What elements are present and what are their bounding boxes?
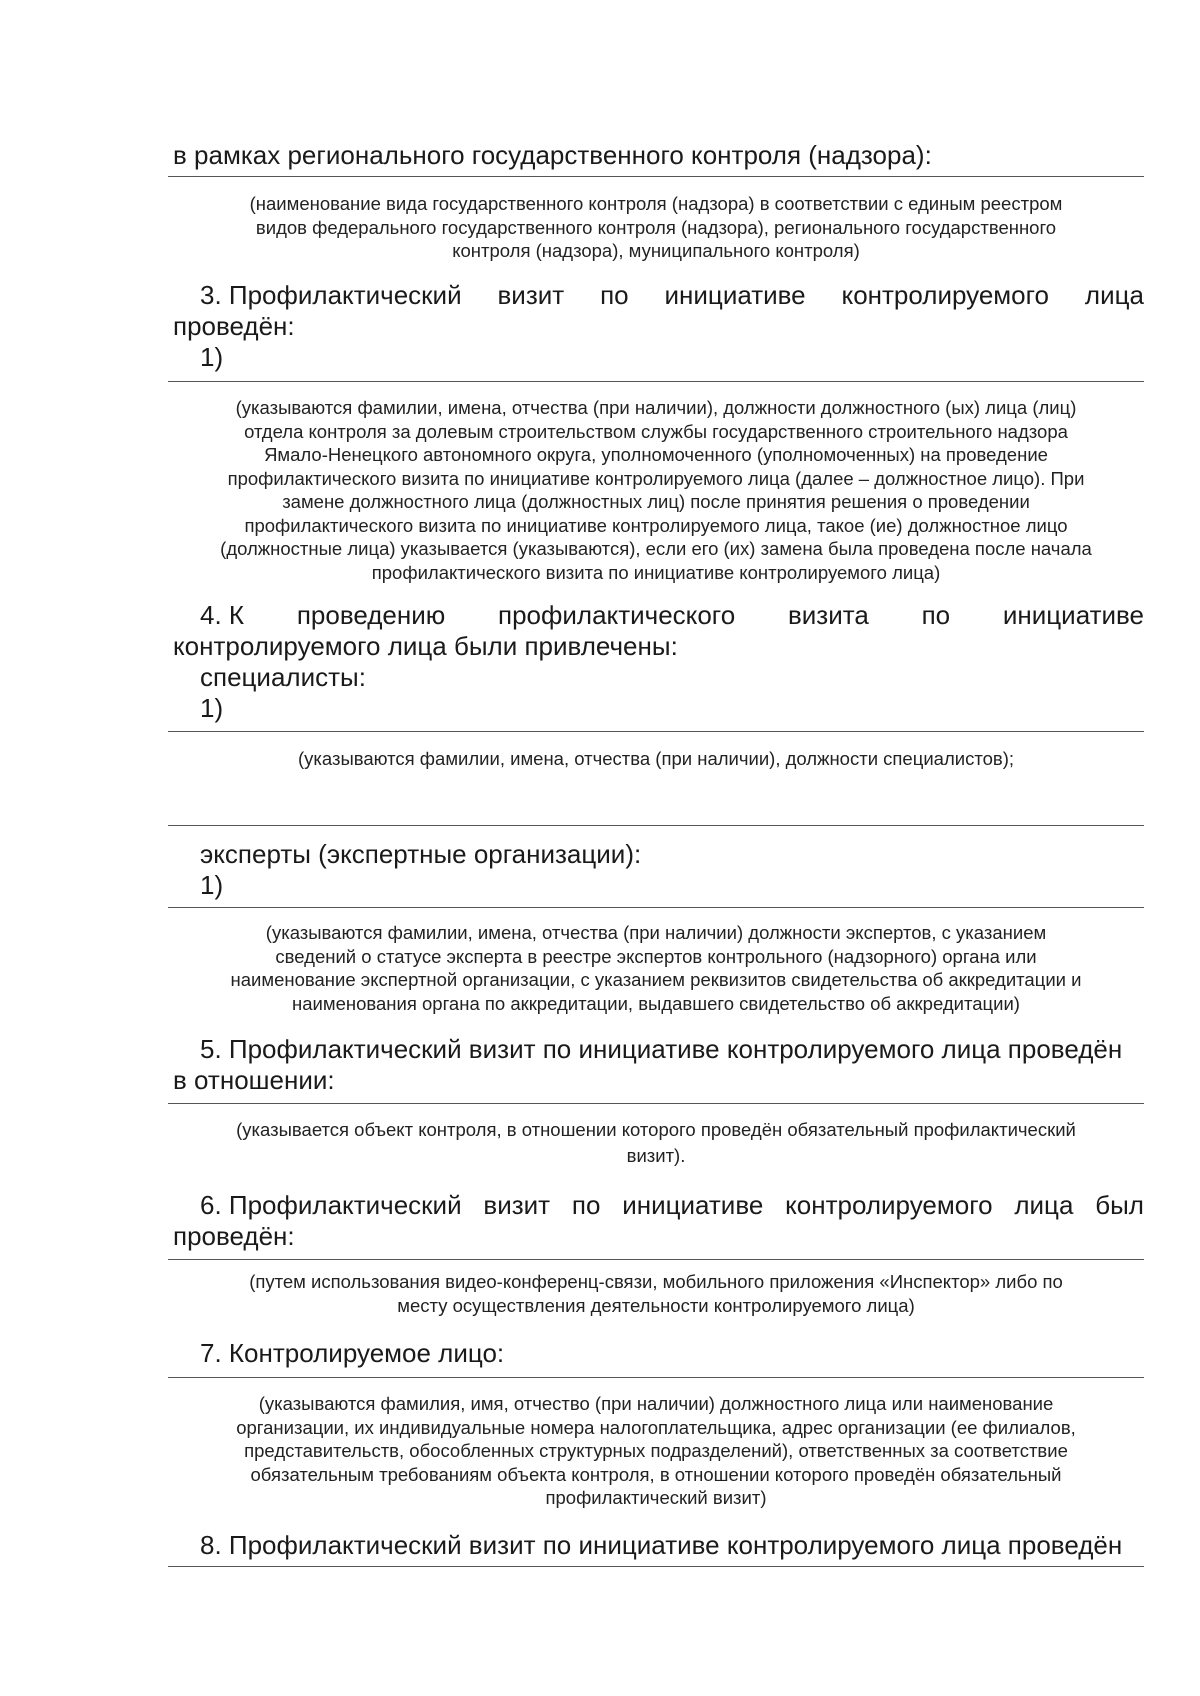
section-7-heading-line: 7. Контролируемое лицо: [200,1338,505,1368]
section-3-note-line: (указываются фамилии, имена, отчества (при наличии), должности должностного (ых) лица (лиц) [235,397,1077,418]
section-5-fill-line [168,1103,1144,1104]
experts-item-number: 1) [200,870,224,900]
heading-word: лица [1014,1190,1074,1220]
section-6-fill-line [168,1259,1144,1260]
section-3-note-line: замене должностного лица (должностных лиц) после принятия решения о проведении [282,491,1030,512]
section-8-heading-line: 8. Профилактический визит по инициативе контролируемого лица проведён [200,1530,1123,1560]
section-6-heading-cont: проведён: [173,1221,295,1251]
heading-word: 6. Профилактический [200,1190,462,1220]
heading-word: по [571,1190,601,1220]
section-3-heading-cont: проведён: [173,311,295,341]
intro-note-line: контроля (надзора), муниципального контроля) [452,240,860,261]
heading-word: по [921,600,951,630]
heading-word: лица [1084,280,1144,310]
section-3-note-line: Ямало-Ненецкого автономного округа, уполномоченного (уполномоченных) на проведение [264,444,1048,465]
section-4-heading-cont: контролируемого лица были привлечены: [173,631,678,661]
intro-note-line: (наименование вида государственного контроля (надзора) в соответствии с единым реестром [249,193,1063,214]
section-3-note-line: отдела контроля за долевым строительством службы государственного строительного надзора [244,420,1068,442]
heading-word: 4. К [200,600,245,630]
section-3-note-line: профилактического визита по инициативе контролируемого лица) [371,561,941,583]
section-6-note [168,1270,1144,1317]
section-5-note [168,1117,1144,1169]
intro-note [168,192,1144,263]
heading-word: проведению [296,600,446,630]
intro-text: в рамках регионального государственного контроля (надзора): [173,140,932,170]
experts-label: эксперты (экспертные организации): [200,839,642,869]
section-7-note [168,1392,1144,1510]
experts-note-line: (указываются фамилии, имена, отчества (при наличии) должности экспертов, с указанием [265,922,1047,943]
section-5-heading-cont: в отношении: [173,1065,335,1095]
experts-note-line: наименования органа по аккредитации, выдавшего свидетельство об аккредитации) [292,992,1020,1014]
intro-fill-line [168,176,1144,177]
specialists-label: специалисты: [200,662,366,692]
heading-word: инициативе [1002,600,1144,630]
specialists-note: (указываются фамилии, имена, отчества (при наличии), должности специалистов); [297,748,1015,769]
experts-fill-line [168,907,1144,908]
experts-note-line: сведений о статусе эксперта в реестре экспертов контрольного (надзорного) органа или [275,945,1037,967]
heading-word: инициативе [664,280,806,310]
section-7-note-line: представительств, обособленных структурных подразделений), ответственных за соответствие [244,1440,1068,1461]
experts-note [168,921,1144,1015]
experts-note-line: наименование экспертной организации, с указанием реквизитов свидетельства об аккредитации и [230,969,1082,990]
section-5-note-line: визит). [626,1145,686,1166]
heading-word: инициативе [622,1190,764,1220]
section-5-note-line: (указывается объект контроля, в отношении которого проведён обязательный профилактический [236,1119,1076,1140]
heading-word: визит [497,280,565,310]
section-7-note-line: обязательным требованиям объекта контроля, в отношении которого проведён обязательный [250,1463,1062,1485]
section-5-heading-line: 5. Профилактический визит по инициативе контролируемого лица проведён [200,1034,1123,1064]
heading-word: контролируемого [785,1190,993,1220]
section-3-item-number: 1) [200,342,224,372]
section-3-note [168,396,1144,584]
section-3-fill-line [168,381,1144,382]
heading-word: визит [483,1190,551,1220]
heading-word: 3. Профилактический [200,280,462,310]
section-3-note-line: профилактического визита по инициативе контролируемого лица (далее – должностное лицо). При [227,467,1085,489]
specialists-fill-line-2 [168,825,1144,826]
section-7-fill-line [168,1377,1144,1378]
section-6-note-line: месту осуществления деятельности контролируемого лица) [397,1294,915,1316]
section-8-fill-line [168,1566,1144,1567]
specialists-item-number: 1) [200,693,224,723]
intro-note-line: видов федерального государственного контроля (надзора), регионального государственного [255,216,1057,238]
heading-word: профилактического [498,600,736,630]
section-3-heading-line [200,280,1144,311]
heading-word: визита [787,600,869,630]
heading-word: был [1095,1190,1144,1220]
section-7-note-line: профилактический визит) [545,1487,767,1508]
section-7-note-line: организации, их индивидуальные номера налогоплательщика, адрес организации (ее филиалов, [236,1416,1076,1438]
section-6-note-line: (путем использования видео-конференц-связи, мобильного приложения «Инспектор» либо по [249,1271,1063,1292]
heading-word: контролируемого [841,280,1050,310]
section-7-note-line: (указываются фамилия, имя, отчество (при наличии) должностного лица или наименование [258,1393,1054,1414]
section-6-heading-line [200,1190,1144,1221]
specialists-fill-line [168,731,1144,732]
section-4-heading-line [200,600,1144,631]
section-3-note-line: профилактического визита по инициативе контролируемого лица, такое (ие) должностное лицо [244,514,1068,536]
heading-word: по [600,280,629,310]
section-3-note-line: (должностные лица) указывается (указываются), если его (их) замена была проведена после начала [220,538,1092,559]
